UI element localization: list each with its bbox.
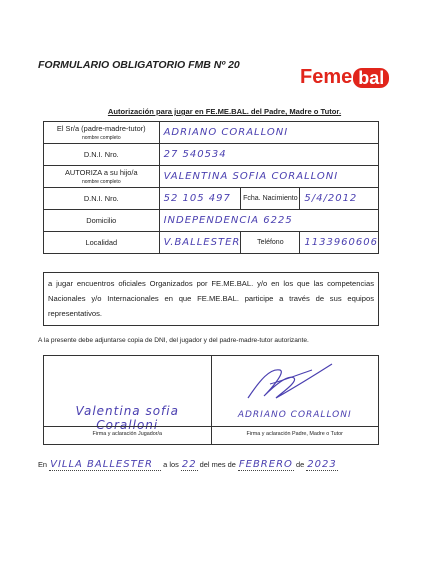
address-field[interactable]	[159, 210, 378, 232]
authorization-subtitle: Autorización para jugar en FE.ME.BAL. del Padre, Madre o Tutor.	[107, 107, 342, 116]
phone-value: 1133960606	[304, 237, 378, 248]
femebal-logo	[300, 66, 389, 89]
address-label: Domicilio	[44, 210, 160, 232]
logo-text-bal: bal	[353, 68, 389, 88]
parent-signature-caption: Firma y aclaración Padre, Madre o Tutor	[246, 431, 343, 437]
tutor-label-cell	[44, 122, 160, 144]
date-place[interactable]: VILLA BALLESTER	[49, 459, 161, 471]
table-row	[44, 210, 379, 232]
birth-label: Fcha. Nacimiento	[241, 188, 300, 210]
birth-value: 5/4/2012	[304, 193, 358, 204]
date-year[interactable]: 2023	[307, 459, 337, 470]
parent-signature-name: ADRIANO CORALLONI	[237, 410, 352, 420]
parent-signature-scribble-icon	[240, 360, 340, 405]
child-dni-value: 52 105 497	[163, 193, 231, 204]
logo-text-feme: Feme	[300, 66, 353, 88]
tutor-sublabel: nombre completo	[81, 135, 121, 141]
tutor-label: El Sr/a (padre-madre-tutor)	[56, 124, 146, 133]
phone-field[interactable]	[300, 232, 379, 254]
child-value: VALENTINA SOFIA CORALLONI	[163, 171, 339, 182]
child-dni-label: D.N.I. Nro.	[44, 188, 160, 210]
phone-label: Teléfono	[241, 232, 300, 254]
signature-box	[43, 355, 379, 445]
date-month[interactable]: FEBRERO	[238, 459, 293, 470]
form-title: FORMULARIO OBLIGATORIO FMB Nº 20	[38, 59, 240, 71]
date-a-los: a los	[163, 460, 179, 469]
authorization-table	[43, 121, 379, 254]
birth-field[interactable]	[300, 188, 379, 210]
date-de: de	[295, 460, 305, 469]
parent-signature-line	[212, 426, 379, 427]
city-field[interactable]	[159, 232, 241, 254]
tutor-field[interactable]	[159, 122, 378, 144]
city-value: V.BALLESTER	[163, 237, 241, 248]
table-row	[44, 232, 379, 254]
child-field[interactable]	[159, 166, 378, 188]
player-signature-caption: Firma y aclaración Jugador/a	[92, 431, 162, 437]
authorization-notice: a jugar encuentros oficiales Organizados por FE.ME.BAL. y/o en los que las competencias Nacionales y/o Internacionales en que FE.ME.BAL. participe a través de sus equipos representativos.	[43, 272, 379, 326]
dni-label: D.N.I. Nro.	[44, 144, 160, 166]
child-label-cell	[44, 166, 160, 188]
date-day[interactable]: 22	[181, 459, 197, 470]
table-row	[44, 122, 379, 144]
date-prefix: En	[38, 460, 48, 469]
player-signature-name: Valentina sofia Coralloni	[75, 404, 179, 432]
tutor-value: ADRIANO CORALLONI	[163, 127, 289, 138]
date-del-mes: del mes de	[199, 460, 236, 469]
child-sublabel: nombre completo	[81, 179, 121, 185]
player-signature-line	[44, 426, 211, 427]
player-signature-cell[interactable]	[44, 356, 211, 444]
date-line	[38, 459, 338, 471]
attachment-note: A la presente debe adjuntarse copia de DNI, del jugador y del padre-madre-tutor autorizante.	[38, 337, 309, 344]
address-value: INDEPENDENCIA 6225	[163, 215, 293, 226]
table-row	[44, 166, 379, 188]
dni-field[interactable]	[159, 144, 378, 166]
dni-value: 27 540534	[163, 149, 227, 160]
table-row	[44, 188, 379, 210]
child-dni-field[interactable]	[159, 188, 241, 210]
child-label: AUTORIZA a su hijo/a	[65, 168, 138, 177]
city-label: Localidad	[44, 232, 160, 254]
parent-signature-cell[interactable]	[211, 356, 379, 444]
table-row	[44, 144, 379, 166]
